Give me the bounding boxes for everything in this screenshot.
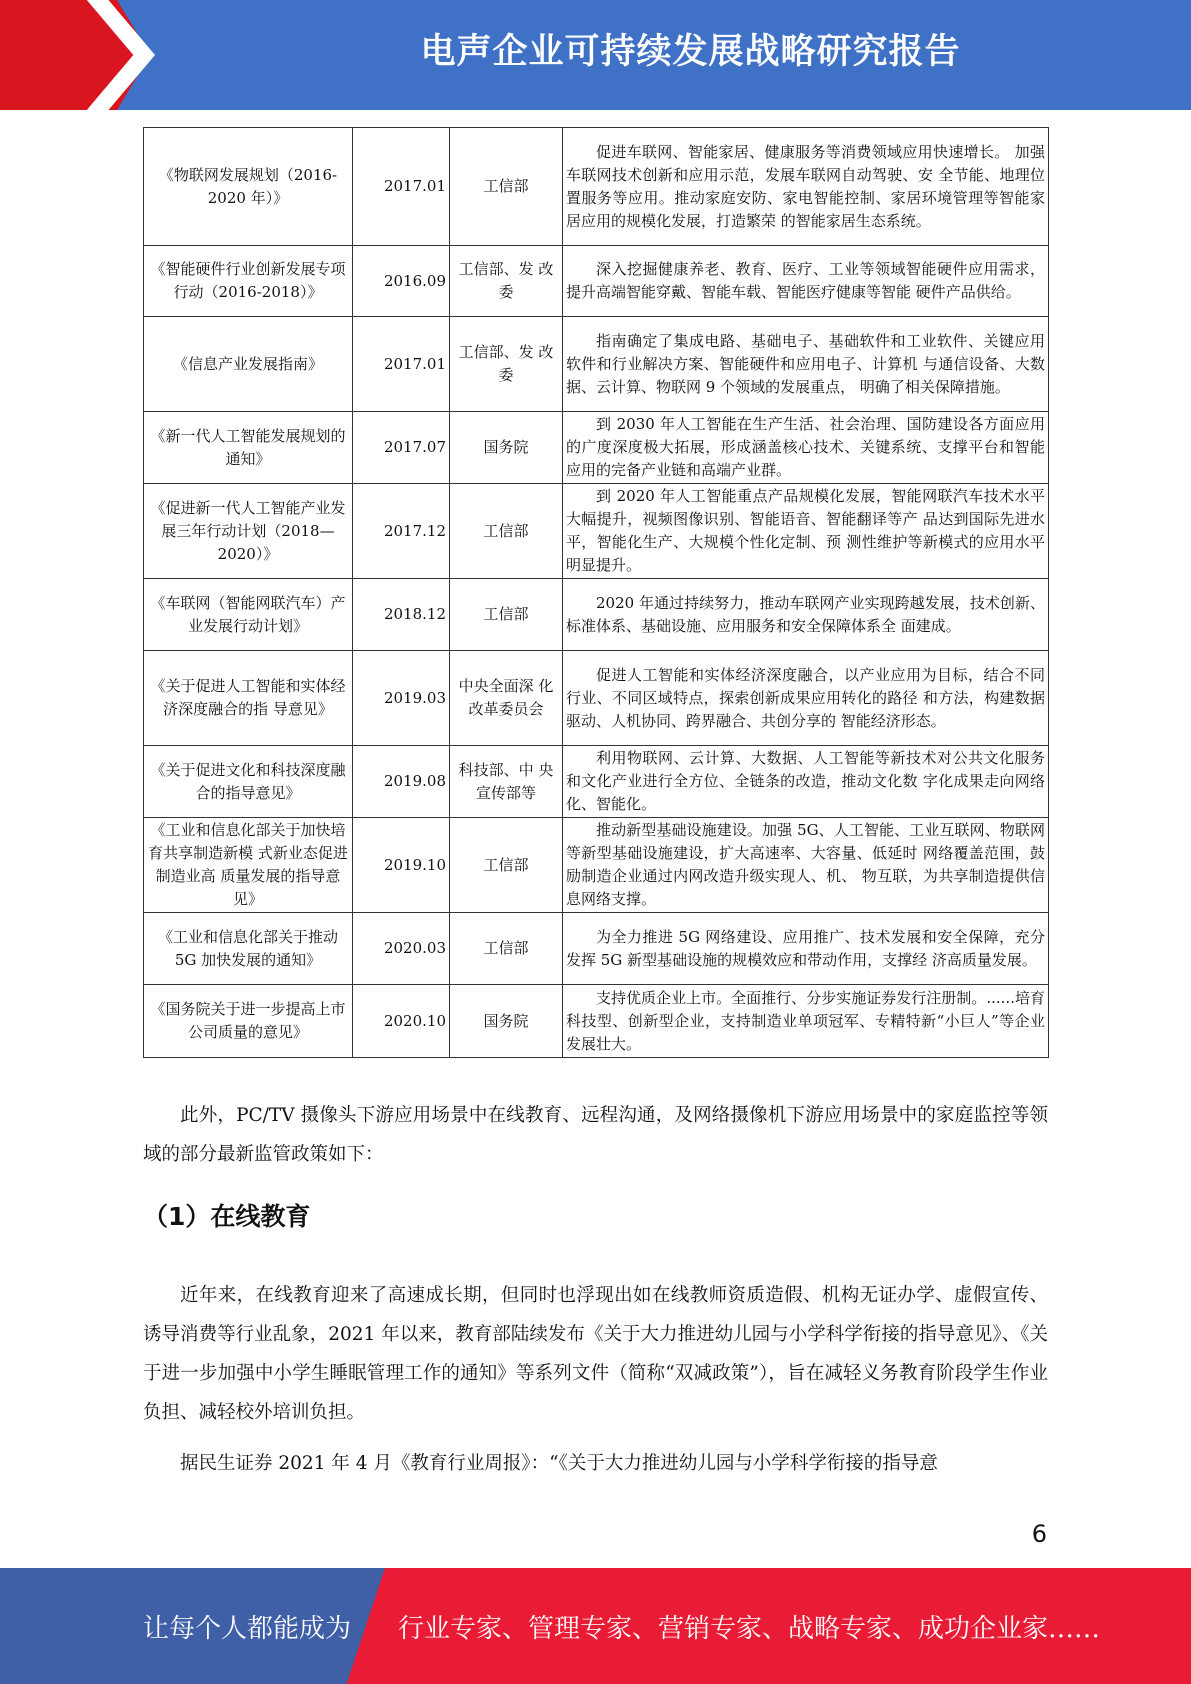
page-footer <box>0 1568 1191 1684</box>
table-row <box>144 412 1049 484</box>
page-header <box>0 0 1191 110</box>
policy-date: 2020.03 <box>353 913 450 985</box>
policy-desc: 推动新型基础设施建设。加强 5G、人工智能、工业互联网、物联网等新型基础设施建设，扩大高速率、大容量、低延时 网络覆盖范围，鼓励制造企业通过内网改造升级实现人、机、 物互联，为共享制造提供信息网络支撑。 <box>566 821 1045 908</box>
policy-date: 2017.01 <box>353 317 450 412</box>
table-row <box>144 985 1049 1058</box>
policy-dept: 工信部、发 改委 <box>450 317 563 412</box>
policy-dept: 国务院 <box>450 985 563 1058</box>
policy-dept: 工信部 <box>450 128 563 246</box>
header-red-arrow <box>0 0 150 110</box>
policy-name: 《新一代人工智能发展规划的通知》 <box>144 412 353 484</box>
policy-name: 《关于促进人工智能和实体经济深度融合的指 导意见》 <box>144 651 353 746</box>
page-number: 6 <box>1031 1520 1047 1548</box>
table-row <box>144 579 1049 651</box>
policy-desc: 为全力推进 5G 网络建设、应用推广、技术发展和安全保障，充分发挥 5G 新型基础设施的规模效应和带动作用，支撑经 济高质量发展。 <box>566 927 1045 969</box>
policy-dept: 科技部、中 央宣传部等 <box>450 746 563 818</box>
policy-name: 《关于促进文化和科技深度融合的指导意见》 <box>144 746 353 818</box>
policy-dept: 工信部、发 改委 <box>450 246 563 317</box>
table-row <box>144 246 1049 317</box>
policy-name: 《工业和信息化部关于加快培育共享制造新模 式新业态促进制造业高 质量发展的指导意见》 <box>144 818 353 913</box>
policy-table <box>143 127 1049 1058</box>
policy-desc: 促进人工智能和实体经济深度融合，以产业应用为目标，结合不同行业、不同区域特点，探索创新成果应用转化的路径 和方法，构建数据驱动、人机协同、跨界融合、共创分享的 智能经济形态。 <box>566 665 1045 730</box>
footer-slogan-left: 让每个人都能成为 <box>143 1614 352 1644</box>
table-row <box>144 913 1049 985</box>
policy-date: 2017.01 <box>353 128 450 246</box>
policy-date: 2017.12 <box>353 484 450 579</box>
table-row <box>144 651 1049 746</box>
policy-name: 《物联网发展规划（2016-2020 年）》 <box>144 128 353 246</box>
policy-desc: 2020 年通过持续努力，推动车联网产业实现跨越发展，技术创新、标准体系、基础设施、应用服务和安全保障体系全 面建成。 <box>566 593 1045 635</box>
policy-desc: 利用物联网、云计算、大数据、人工智能等新技术对公共文化服务和文化产业进行全方位、全链条的改造，推动文化数 字化成果走向网络化、智能化。 <box>566 749 1045 813</box>
policy-desc: 指南确定了集成电路、基础电子、基础软件和工业软件、关键应用软件和行业解决方案、智能硬件和应用电子、计算机 与通信设备、大数据、云计算、物联网 9 个领域的发展重点， 明确了相关保障措施。 <box>566 331 1045 396</box>
section-heading: （1）在线教育 <box>143 1202 311 1231</box>
policy-dept: 工信部 <box>450 579 563 651</box>
policy-date: 2016.09 <box>353 246 450 317</box>
policy-name: 《工业和信息化部关于推动 5G 加快发展的通知》 <box>144 913 353 985</box>
body-paragraph-online-education: 近年来，在线教育迎来了高速成长期，但同时也浮现出如在线教师资质造假、机构无证办学、虚假宣传、诱导消费等行业乱象，2021 年以来，教育部陆续发布《关于大力推进幼儿园与小学科学衔接的指导意见》、《关于进一步加强中小学生睡眠管理工作的通知》等系列文件（简称“双减政策”），旨在减轻义务教育阶段学生作业负担、减轻校外培训负担。 <box>143 1285 1048 1423</box>
policy-name: 《信息产业发展指南》 <box>144 317 353 412</box>
policy-name: 《促进新一代人工智能产业发展三年行动计划（2018—2020）》 <box>144 484 353 579</box>
policy-desc: 到 2030 年人工智能在生产生活、社会治理、国防建设各方面应用的广度深度极大拓展，形成涵盖核心技术、关键系统、支撑平台和智能应用的完备产业链和高端产业群。 <box>566 415 1045 479</box>
table-row <box>144 317 1049 412</box>
table-row <box>144 484 1049 579</box>
report-title: 电声企业可持续发展战略研究报告 <box>420 32 961 72</box>
policy-desc: 深入挖掘健康养老、教育、医疗、工业等领域智能硬件应用需求，提升高端智能穿戴、智能车载、智能医疗健康等智能 硬件产品供给。 <box>566 260 1045 301</box>
table-row <box>144 746 1049 818</box>
policy-desc: 促进车联网、智能家居、健康服务等消费领域应用快速增长。 加强车联网技术创新和应用示范，发展车联网自动驾驶、安 全节能、地理位置服务等应用。推动家庭安防、家电智能控制、家居环境管理等智能家居应用的规模化发展，打造繁荣 的智能家居生态系统。 <box>566 142 1045 230</box>
policy-dept: 中央全面深 化改革委员会 <box>450 651 563 746</box>
policy-date: 2019.03 <box>353 651 450 746</box>
table-row <box>144 818 1049 913</box>
policy-desc: 支持优质企业上市。全面推行、分步实施证券发行注册制。......培育科技型、创新型企业，支持制造业单项冠军、专精特新“小巨人”等企业发展壮大。 <box>566 988 1045 1053</box>
body-paragraph-intro: 此外，PC/TV 摄像头下游应用场景中在线教育、远程沟通，及网络摄像机下游应用场景中的家庭监控等领域的部分最新监管政策如下： <box>143 1105 1048 1165</box>
policy-name: 《车联网（智能网联汽车）产业发展行动计划》 <box>144 579 353 651</box>
policy-desc: 到 2020 年人工智能重点产品规模化发展，智能网联汽车技术水平大幅提升，视频图像识别、智能语音、智能翻译等产 品达到国际先进水平，智能化生产、大规模个性化定制、预 测性维护等新模式的应用水平明显提升。 <box>566 487 1045 574</box>
policy-date: 2017.07 <box>353 412 450 484</box>
policy-dept: 国务院 <box>450 412 563 484</box>
footer-slogan-right: 行业专家、管理专家、营销专家、战略专家、成功企业家…… <box>398 1614 1101 1644</box>
policy-dept: 工信部 <box>450 484 563 579</box>
policy-name: 《智能硬件行业创新发展专项行动（2016-2018）》 <box>144 246 353 317</box>
policy-dept: 工信部 <box>450 913 563 985</box>
table-row <box>144 128 1049 246</box>
policy-date: 2018.12 <box>353 579 450 651</box>
policy-dept: 工信部 <box>450 818 563 913</box>
policy-date: 2020.10 <box>353 985 450 1058</box>
body-paragraph-citation: 据民生证券 2021 年 4 月《教育行业周报》：“《关于大力推进幼儿园与小学科学衔接的指导意 <box>180 1453 938 1474</box>
policy-date: 2019.08 <box>353 746 450 818</box>
policy-name: 《国务院关于进一步提高上市公司质量的意见》 <box>144 985 353 1058</box>
policy-date: 2019.10 <box>353 818 450 913</box>
